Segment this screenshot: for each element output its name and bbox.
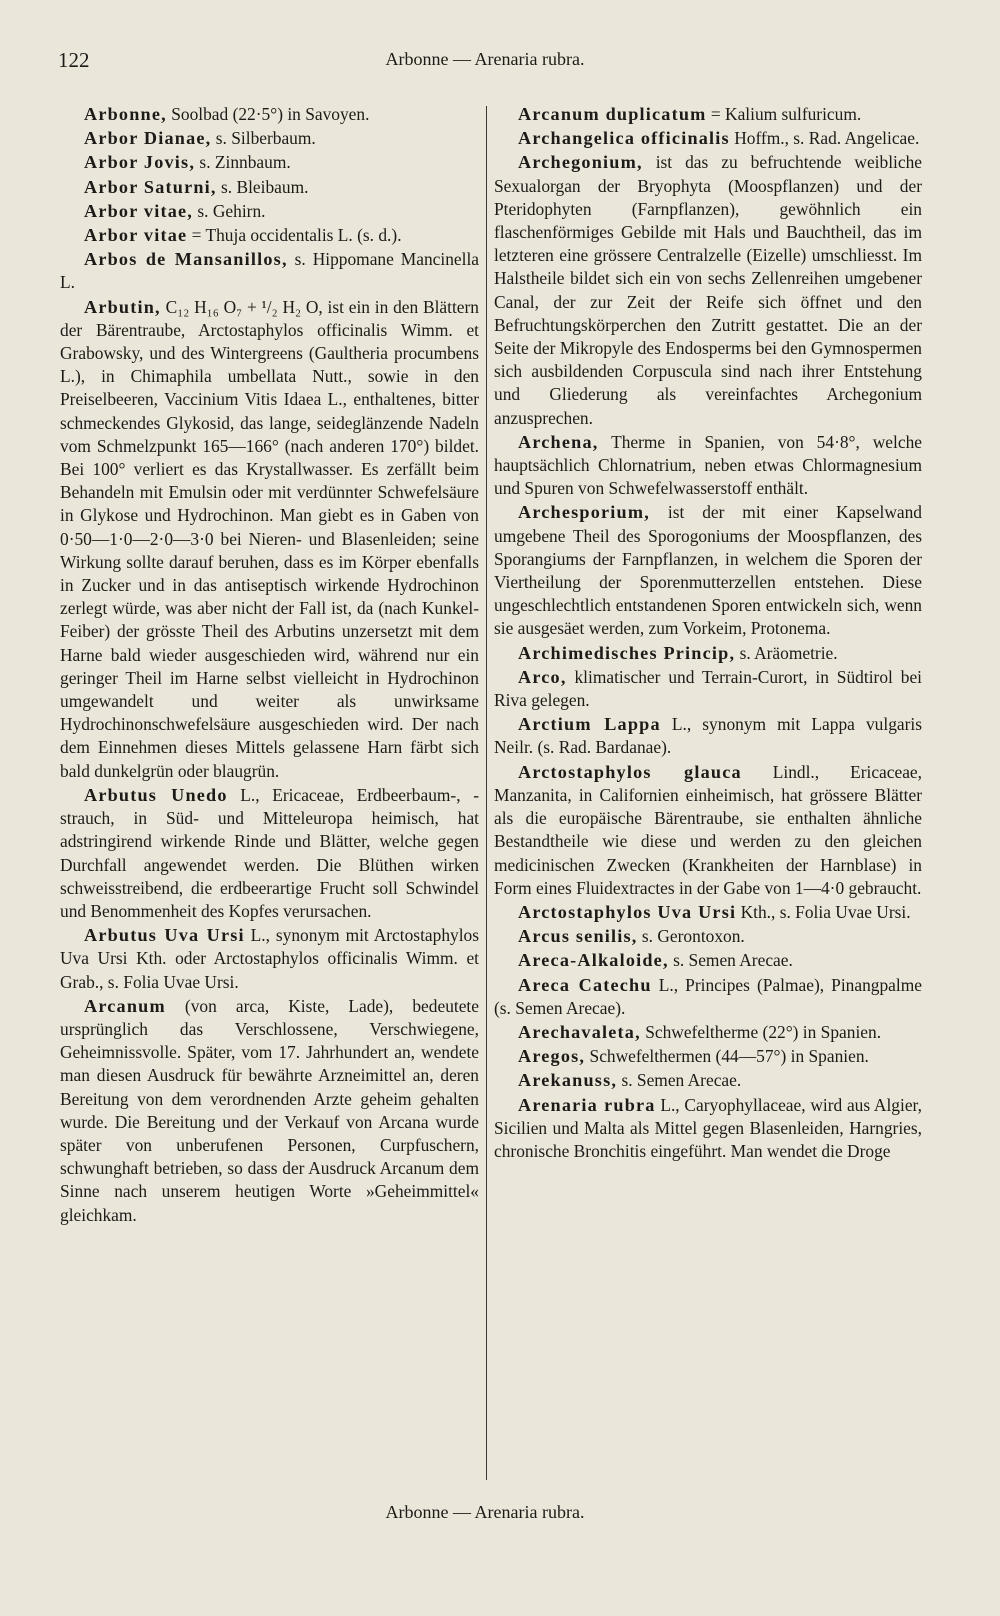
entry-text: s. Semen Arecae. [617, 1070, 742, 1091]
entry-arbutin [60, 296, 479, 783]
entry-text: ist der mit einer Kapselwand umgebene Theil des Sporogoniums der Moospflanzen, des Sporangiums der Farnpflanzen, in welchem die Sporen der Viertheilung der Sporenmutterzellen entstehen. Diese ungeschlechtlich entstandenen Sporen entwickeln sich, wenn sie ausgesäet werden, zum Vorkeim, Protonema. [494, 502, 922, 639]
entry-arbos-de-mansanillos [60, 248, 479, 294]
entry-text: s. Bleibaum. [216, 176, 309, 197]
entry-text: L., Ericaceae, Erdbeerbaum-, -strauch, in Süd- und Mitteleuropa heimisch, hat adstringirend wirkende Rinde und Blätter, welche gegen Durchfall angewendet werden. Die Blüthen wirken schweisstreibend, die erdbeerartige Frucht soll Schwindel und Benommenheit des Kopfes verursachen. [60, 784, 479, 921]
entry-arctostaphylos-glauca [494, 761, 922, 900]
entry-keyword: Arbor Jovis, [84, 152, 196, 173]
entry-arcanum-duplicatum [494, 103, 922, 126]
running-footer: Arbonne — Arenaria rubra. [385, 1502, 585, 1522]
entry-arbor-saturni [60, 176, 479, 199]
entry-keyword: Arbor Dianae, [84, 128, 212, 149]
entry-keyword: Arbutus Uva Ursi [84, 925, 245, 946]
running-header: Arbonne — Arenaria rubra. [385, 49, 585, 69]
entry-arco [494, 666, 922, 712]
entry-keyword: Arcanum [84, 995, 166, 1016]
entry-text: L., Principes (Palmae), Pinangpalme (s. Semen Arecae). [494, 974, 922, 1018]
entry-keyword: Arbonne, [84, 104, 167, 124]
entry-keyword: Arcus senilis, [518, 926, 638, 947]
entry-arbutus-unedo [60, 784, 479, 923]
entry-arechavaleta [494, 1021, 922, 1044]
entry-text: L., synonym mit Arctostaphylos Uva Ursi Kth. oder Arctostaphylos officinalis Wimm. et Grab., s. Folia Uvae Ursi. [60, 925, 480, 992]
entry-keyword: Arco, [518, 666, 567, 687]
entry-archena [494, 431, 922, 501]
entry-arcus-senilis [494, 925, 922, 948]
entry-keyword: Archangelica officinalis [518, 128, 730, 149]
entry-archegonium [494, 151, 922, 429]
entry-text: C₁₂ H₁₆ O₇ + ¹/₂ H₂ O, ist ein in den Blättern der Bärentraube, Arctostaphylos officinalis Wimm. et Grabowsky, und des Wintergreens (Gaultheria procumbens L.), in Chimaphila umbellata Nutt., sowie in den Preiselbeeren, Vaccinium Vitis Idaea L., enthaltenes, bitter schmeckendes Glykosid, das lange, seideglänzende Nadeln vom Schmelzpunkt 165—166° (nach anderen 170°) bildet. Bei 100° verliert es das Krystallwasser. Es zerfällt beim Behandeln mit Emulsin oder mit verdünnter Schwefelsäure in Glykose und Hydrochinon. Man giebt es in Gaben von 0·50—1·0—2·0—3·0 bei Nieren- und Blasenleiden; seine Wirkung sollte darauf beruhen, dass es im Körper ebenfalls in Zucker und in das antiseptisch wirkende Hydrochinon zerlegt würde, was aber nicht der Fall ist, da (nach Kunkel-Feiber) der grösste Theil des Arbutins unzersetzt mit dem Harne bald wieder ausgeschieden wird, während nur ein geringer Theil im Harne selbst vielleicht in Hydrochinon umgewandelt und weiter als unwirksame Hydrochinonschwefelsäure ausgeschieden wird. Der nach dem Einnehmen dieses Mittels gelassene Harn färbt sich bald dunkelgrün oder blaugrün. [60, 296, 479, 781]
entry-keyword: Archegonium, [518, 152, 643, 173]
entry-aregos [494, 1045, 922, 1068]
entry-keyword: Arctium Lappa [518, 714, 661, 735]
entry-archangelica [494, 127, 922, 150]
entry-arbor-vitae-gehirn [60, 200, 479, 223]
entry-text: L., Caryophyllaceae, wird aus Algier, Sicilien und Malta als Mittel gegen Blasenleiden, Harngries, chronische Bronchitis eingeführt. Man wendet die Droge [494, 1094, 922, 1161]
entry-keyword: Arcanum duplicatum [518, 104, 707, 124]
entry-keyword: Arbutin, [84, 296, 161, 317]
entry-keyword: Arbutus Unedo [84, 784, 228, 805]
entry-arenaria-rubra [494, 1094, 922, 1164]
entry-arekanuss [494, 1069, 922, 1092]
entry-keyword: Arbor vitae [84, 225, 188, 246]
entry-arbor-vitae-thuja [60, 224, 479, 247]
entry-text: = Thuja occidentalis L. (s. d.). [187, 225, 402, 246]
entry-arcanum [60, 995, 479, 1227]
entry-keyword: Arbos de Mansanillos, [84, 249, 288, 270]
entry-text: Kth., s. Folia Uvae Ursi. [736, 901, 911, 922]
entry-text: (von arca, Kiste, Lade), bedeutete ursprünglich das Verschlossene, Verschwiegene, Geheimnissvolle. Später, vom 17. Jahrhundert an, wendete man diesen Ausdruck für bewährte Arzneimittel an, deren Bereitung von dem verordnenden Arzte geheim gehalten wurde. Die Bereitung und der Verkauf von Arcana wurde später von unberufenen Personen, Curpfuschern, schwunghaft betrieben, so dass der Ausdruck Arcanum dem Sinne nach unserem heutigen Worte »Geheimmittel« gleichkam. [60, 995, 479, 1225]
entry-arbor-jovis [60, 151, 479, 174]
entry-keyword: Arctostaphylos glauca [518, 761, 742, 782]
entry-text: s. Aräometrie. [735, 642, 838, 663]
entry-arctostaphylos-uva-ursi [494, 901, 922, 924]
entry-text: L., synonym mit Lappa vulgaris Neilr. (s. Rad. Bardanae). [494, 714, 923, 758]
entry-keyword: Areca Catechu [518, 974, 652, 995]
entry-keyword: Archesporium, [518, 502, 650, 523]
entry-text: s. Gerontoxon. [637, 926, 745, 947]
column-divider [486, 106, 487, 1480]
entry-keyword: Archena, [518, 431, 599, 452]
entry-keyword: Areca-Alkaloide, [518, 950, 669, 971]
right-column [494, 103, 922, 1164]
page-number: 122 [58, 48, 90, 72]
entry-archesporium [494, 501, 922, 640]
entry-text: Schwefelthermen (44—57°) in Spanien. [585, 1046, 869, 1067]
entry-keyword: Arekanuss, [518, 1070, 618, 1091]
entry-text: Hoffm., s. Rad. Angelicae. [729, 128, 920, 149]
entry-text: ist das zu befruchtende weibliche Sexualorgan der Bryophyta (Moospflanzen) und der Pteridophyten (Farnpflanzen), gewöhnlich ein flaschenförmiges Gebilde mit Hals und Bauchtheil, das im letzteren eine grössere Centralzelle (Eizelle) umschliesst. Im Halstheile bildet sich ein von sechs Zellenreihen umgebener Canal, der zur Zeit der Reife sich öffnet und den Befruchtungskörperchen den Zutritt gestattet. Die an der Seite der Mikropyle des Endosperms bei den Gymnospermen sich ausbildenden Corpuscula sind nach ihrer Entstehung und Gliederung als vereinfachtes Archegonium anzusprechen. [494, 152, 922, 428]
entry-text: Schwefeltherme (22°) in Spanien. [640, 1021, 882, 1042]
entry-text: klimatischer und Terrain-Curort, in Südtirol bei Riva gelegen. [494, 666, 922, 711]
entry-text: Therme in Spanien, von 54·8°, welche hauptsächlich Chlornatrium, neben etwas Chlormagnesium und Spuren von Schwefelwasserstoff enthält. [494, 431, 922, 499]
entry-archimedisches-princip [494, 642, 922, 665]
entry-arctium-lappa [494, 713, 922, 759]
entry-areca-catechu [494, 974, 922, 1020]
entry-arbutus-uva-ursi [60, 924, 479, 994]
entry-keyword: Arbor vitae, [84, 200, 194, 221]
left-column [60, 103, 479, 1228]
entry-text: s. Semen Arecae. [668, 950, 793, 971]
entry-keyword: Archimedisches Princip, [518, 642, 736, 663]
entry-text: Lindl., Ericaceae, Manzanita, in Californien einheimisch, hat grössere Blätter als die europäische Bärentraube, sie enthalten ähnliche Bestandtheile wie diese und werden zu den gleichen medicinischen Zwecken (Krankheiten der Harnblase) in Form eines Fluidextractes in der Gabe von 1—4·0 gebraucht. [494, 761, 922, 898]
entry-text: s. Hippomane Mancinella L. [60, 249, 479, 293]
entry-keyword: Arechavaleta, [518, 1021, 641, 1042]
entry-text: = Kalium sulfuricum. [706, 104, 862, 124]
entry-keyword: Arctostaphylos Uva Ursi [518, 901, 737, 922]
entry-areca-alkaloide [494, 949, 922, 972]
entry-text: s. Gehirn. [193, 200, 266, 221]
entry-keyword: Arbor Saturni, [84, 176, 217, 197]
entry-text: s. Zinnbaum. [195, 152, 291, 173]
entry-arbor-dianae [60, 127, 479, 150]
entry-keyword: Aregos, [518, 1046, 586, 1067]
entry-arbonne [60, 103, 479, 126]
entry-keyword: Arenaria rubra [518, 1094, 656, 1115]
entry-text: Soolbad (22·5°) in Savoyen. [166, 104, 370, 124]
entry-text: s. Silberbaum. [211, 128, 316, 149]
